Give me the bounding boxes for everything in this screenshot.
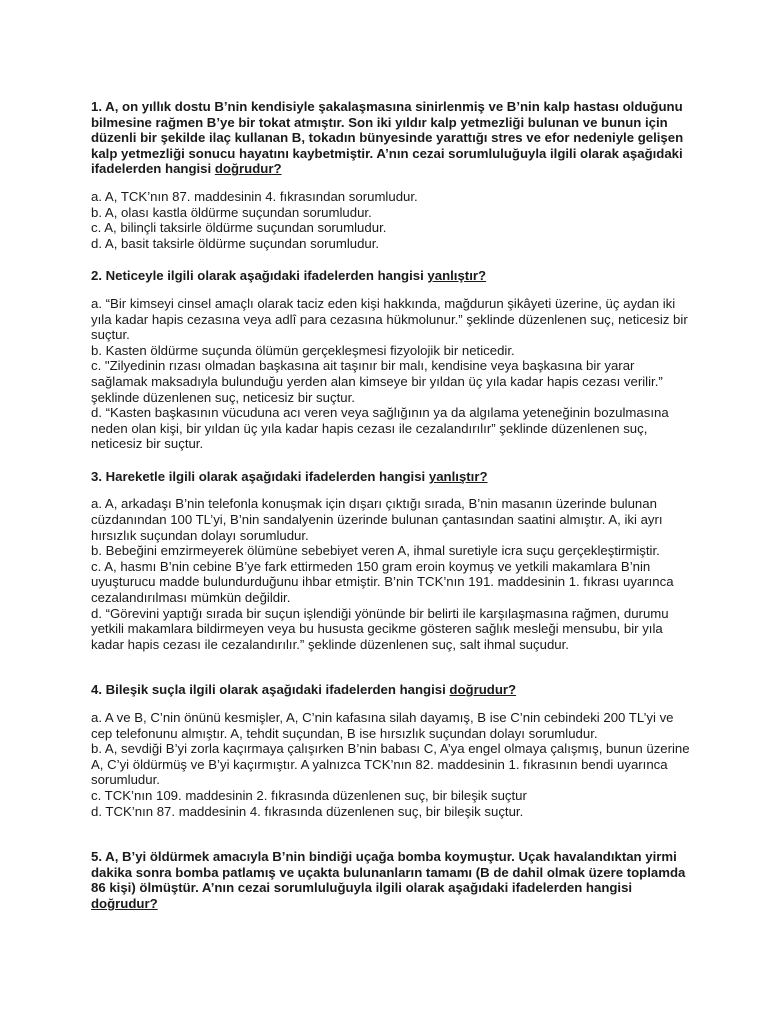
question-text: 4. Bileşik suçla ilgili olarak aşağıdaki ifadelerden hangisi doğrudur?	[91, 682, 517, 698]
question-emphasis: doğrudur?	[449, 682, 517, 698]
option-item: c. "Zilyedinin rızası olmadan başkasına ait taşınır bir malı, kendisine veya başkasına bir yarar sağlamak maksadıyla bulunduğu yerden alan kimseye bir yıldan üç yıla kadar hapis cezası verilir.” şeklinde düzenlenen suç, neticesiz bir suçtur.	[91, 358, 663, 405]
option-item: c. A, hasmı B’nin cebine B’ye fark ettirmeden 150 gram eroin koymuş ve yetkili makamlara B’nin uyuşturucu madde bulundurduğunu ihbar etmiştir. B’nin TCK’nın 191. maddesinin 1. fıkrası uyarınca cezalandırılması mümkün değildir.	[91, 558, 674, 606]
question-text: 2. Neticeyle ilgili olarak aşağıdaki ifadelerden hangisi yanlıştır?	[91, 268, 487, 284]
options-2	[91, 296, 691, 452]
question-2	[91, 268, 691, 284]
options-1	[91, 189, 691, 251]
question-1	[91, 99, 691, 177]
options-3	[91, 496, 691, 652]
question-emphasis: doğrudur?	[214, 161, 282, 177]
option-item: d. “Görevini yaptığı sırada bir suçun işlendiği yönünde bir belirti ile karşılaşmasına rağmen, durumu yetkili makamlara bildirmeyen veya bu hususta gecikme gösteren sağlık mesleği mensubu, bir yıla kadar hapis cezası ile cezalandırılır.” şeklinde düzenlenen suç, salt ihmal suçudur.	[91, 605, 669, 652]
question-4	[91, 682, 691, 698]
options-4	[91, 710, 691, 819]
option-item: a. A, TCK’nın 87. maddesinin 4. fıkrasından sorumludur.	[91, 188, 418, 204]
question-text: 3. Hareketle ilgili olarak aşağıdaki ifadelerden hangisi yanlıştır?	[91, 468, 488, 484]
document-page	[91, 99, 691, 912]
question-emphasis: yanlıştır?	[427, 268, 487, 284]
option-item: b. A, olası kastla öldürme suçundan sorumludur.	[91, 204, 372, 220]
option-item: c. A, bilinçli taksirle öldürme suçundan sorumludur.	[91, 220, 387, 236]
option-item: d. A, basit taksirle öldürme suçundan sorumludur.	[91, 235, 380, 251]
option-item: b. Kasten öldürme suçunda ölümün gerçekleşmesi fizyolojik bir neticedir.	[91, 342, 515, 358]
option-item: c. TCK’nın 109. maddesinin 2. fıkrasında düzenlenen suç, bir bileşik suçtur	[91, 787, 527, 803]
question-text: 5. A, B’yi öldürmek amacıyla B’nin bindiği uçağa bomba koymuştur. Uçak havalandıktan yirmi dakika sonra bomba patlamış ve uçakta bulunanların tamamı (B de dahil olmak üzere toplamda 86 kişi) ölmüştür. A’nın cezai sorumluluğuyla ilgili olarak aşağıdaki ifadelerden hangisi doğrudur?	[91, 849, 686, 911]
option-item: b. A, sevdiği B’yi zorla kaçırmaya çalışırken B’nin babası C, A’ya engel olmaya çalışmış, bunun üzerine A, C’yi öldürmüş ve B’yi kaçırmıştır. A yalnızca TCK’nın 82. maddesinin 1. fıkrasının bendi uyarınca sorumludur.	[91, 741, 690, 788]
option-item: d. TCK’nın 87. maddesinin 4. fıkrasında düzenlenen suç, bir bileşik suçtur.	[91, 803, 524, 819]
option-item: a. “Bir kimseyi cinsel amaçlı olarak taciz eden kişi hakkında, mağdurun şikâyeti üzerine, üç aydan iki yıla kadar hapis cezasına veya adlî para cezasına hükmolunur.” şeklinde düzenlenen suç, neticesiz bir suçtur.	[91, 295, 688, 343]
question-3	[91, 469, 691, 485]
option-item: b. Bebeğini emzirmeyerek ölümüne sebebiyet veren A, ihmal suretiyle icra suçu gerçekleştirmiştir.	[91, 543, 660, 559]
question-emphasis: doğrudur?	[91, 895, 158, 911]
option-item: a. A ve B, C’nin önünü kesmişler, A, C’nin kafasına silah dayamış, B ise C’nin cebindeki 200 TL’yi ve cep telefonunu almıştır. A, tehdit suçundan, B ise hırsızlık suçundan dolayı sorumludur.	[91, 710, 674, 741]
option-item: d. “Kasten başkasının vücuduna acı veren veya sağlığının ya da algılama yeteneğinin bozulmasına neden olan kişi, bir yıldan üç yıla kadar hapis cezası ile cezalandırılır” şeklinde düzenlenen suç, neticesiz bir suçtur.	[91, 405, 669, 452]
question-emphasis: yanlıştır?	[428, 468, 488, 484]
question-5	[91, 849, 691, 911]
option-item: a. A, arkadaşı B’nin telefonla konuşmak için dışarı çıktığı sırada, B’nin masanın üzerinde bulunan cüzdanından 100 TL’yi, B’nin sandalyenin üzerinde bulunan çantasından saatini almıştır. A, iki ayrı hırsızlık suçundan dolayı sorumludur.	[91, 496, 663, 543]
question-text: 1. A, on yıllık dostu B’nin kendisiyle şakalaşmasına sinirlenmiş ve B’nin kalp hastası olduğunu bilmesine rağmen B’ye bir tokat atmıştır. Son iki yıldır kalp yetmezliği bulunan ve bunun için düzenli bir şekilde ilaç kullanan B, tokadın bünyesinde yarattığı stres ve efor nedeniyle gelişen kalp yetmezliği sonucu hayatını kaybetmiştir. A’nın cezai sorumluluğuyla ilgili olarak aşağıdaki ifadelerden hangisi doğrudur?	[91, 99, 684, 177]
